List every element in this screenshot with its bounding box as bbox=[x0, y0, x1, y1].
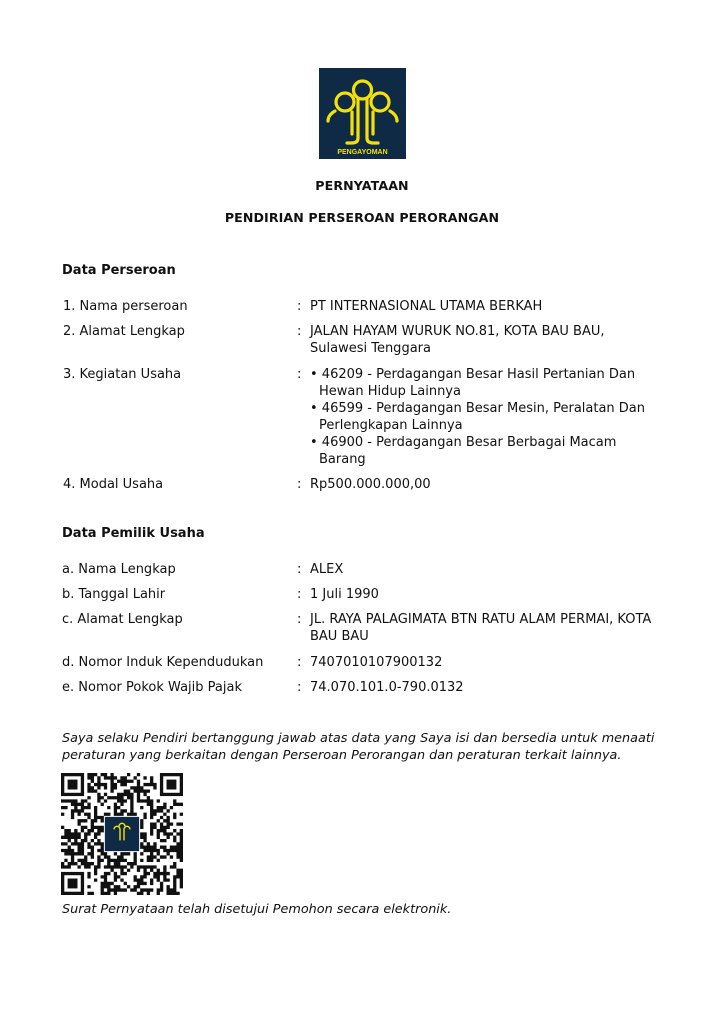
field-label: 1. Nama perseroan bbox=[63, 299, 188, 314]
colon: : bbox=[297, 477, 302, 492]
field-label: 4. Modal Usaha bbox=[63, 477, 164, 492]
colon: : bbox=[297, 299, 302, 314]
colon: : bbox=[297, 612, 302, 627]
colon: : bbox=[297, 324, 302, 339]
activity-item: • 46599 - Perdagangan Besar Mesin, Peralatan Dan Perlengkapan Lainnya bbox=[310, 401, 646, 433]
owner-address-value: JL. RAYA PALAGIMATA BTN RATU ALAM PERMAI, KOTA BAU BAU bbox=[310, 612, 652, 644]
activity-item: • 46900 - Perdagangan Besar Berbagai Macam Barang bbox=[310, 435, 617, 467]
field-label: 3. Kegiatan Usaha bbox=[63, 367, 182, 382]
pengayoman-logo bbox=[319, 68, 406, 159]
field-label: b. Tanggal Lahir bbox=[62, 587, 166, 602]
declaration-statement: Saya selaku Pendiri bertanggung jawab atas data yang Saya isi dan bersedia untuk menaati peraturan yang berkaitan dengan Perseroan Perorangan dan peraturan terkait lainnya. bbox=[62, 731, 655, 763]
owner-name-value: ALEX bbox=[310, 562, 344, 577]
company-address-value: JALAN HAYAM WURUK NO.81, KOTA BAU BAU, Sulawesi Tenggara bbox=[310, 324, 605, 356]
activity-list bbox=[310, 366, 665, 468]
colon: : bbox=[297, 587, 302, 602]
colon: : bbox=[297, 367, 302, 382]
field-label: e. Nomor Pokok Wajib Pajak bbox=[62, 680, 242, 695]
field-label: 2. Alamat Lengkap bbox=[63, 324, 185, 339]
owner-birthdate-value: 1 Juli 1990 bbox=[310, 587, 379, 602]
owner-section-heading: Data Pemilik Usaha bbox=[62, 526, 205, 541]
colon: : bbox=[297, 680, 302, 695]
qr-finder-pattern bbox=[61, 872, 84, 895]
field-label: c. Alamat Lengkap bbox=[62, 612, 183, 627]
document-subtitle: PENDIRIAN PERSEROAN PERORANGAN bbox=[224, 210, 500, 225]
qr-center-logo bbox=[105, 817, 139, 851]
qr-finder-pattern bbox=[160, 773, 183, 796]
company-section-heading: Data Perseroan bbox=[62, 263, 176, 278]
owner-npwp-value: 74.070.101.0-790.0132 bbox=[310, 680, 464, 695]
field-label: d. Nomor Induk Kependudukan bbox=[62, 655, 264, 670]
activity-item: • 46209 - Perdagangan Besar Hasil Pertanian Dan Hewan Hidup Lainnya bbox=[310, 367, 636, 399]
logo-text: PENGAYOMAN bbox=[337, 149, 388, 156]
company-name-value: PT INTERNASIONAL UTAMA BERKAH bbox=[310, 299, 543, 314]
company-capital-value: Rp500.000.000,00 bbox=[310, 477, 431, 492]
approval-note: Surat Pernyataan telah disetujui Pemohon secara elektronik. bbox=[62, 902, 452, 917]
field-label: a. Nama Lengkap bbox=[62, 562, 176, 577]
qr-code bbox=[61, 773, 183, 895]
qr-finder-pattern bbox=[61, 773, 84, 796]
document-title: PERNYATAAN bbox=[315, 178, 409, 193]
colon: : bbox=[297, 655, 302, 670]
owner-nik-value: 7407010107900132 bbox=[310, 655, 443, 670]
colon: : bbox=[297, 562, 302, 577]
